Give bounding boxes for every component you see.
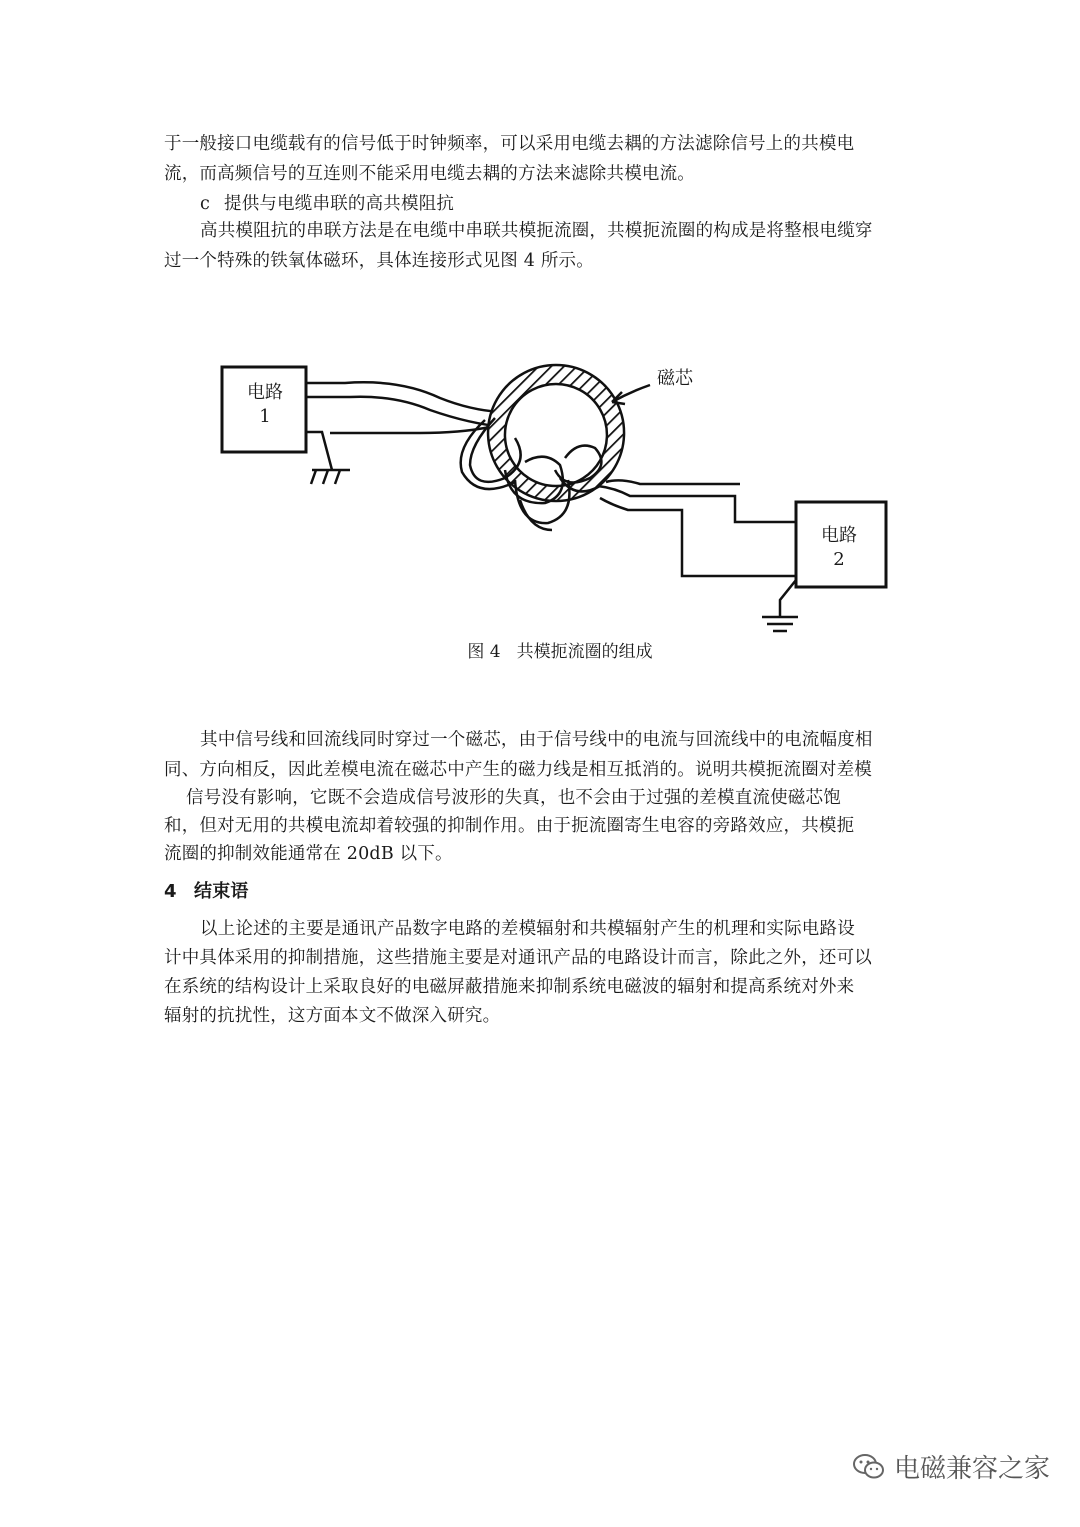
paragraph-line: 流圈的抑制效能通常在 20dB 以下。 [164,844,453,864]
paragraph-line: 在系统的结构设计上采取良好的电磁屏蔽措施来抑制系统电磁波的辐射和提高系统对外来 [164,977,855,997]
paragraph-line: 信号没有影响，它既不会造成信号波形的失真，也不会由于过强的差模直流使磁芯饱 [186,788,841,808]
figure-number: 图 4 [467,642,501,662]
paragraph-line: 高共模阻抗的串联方法是在电缆中串联共模扼流圈，共模扼流圈的构成是将整根电缆穿 [200,221,873,241]
watermark [852,1448,1050,1485]
core-label-arrow [612,385,650,402]
figure-title: 共模扼流圈的组成 [516,642,653,662]
choke-windings [461,418,602,530]
subsection-label: c [200,194,211,214]
paragraph-line: 过一个特殊的铁氧体磁环，具体连接形式见图 4 所示。 [164,251,594,271]
paragraph-line: 计中具体采用的抑制措施，这些措施主要是对通讯产品的电路设计而言，除此之外，还可以 [164,948,872,968]
paragraph-line: 辐射的抗扰性，这方面本文不做深入研究。 [164,1006,501,1026]
section-heading [164,881,249,903]
watermark-text: 电磁兼容之家 [893,1454,1050,1484]
paragraph-line: 和，但对无用的共模电流却着较强的抑制作用。由于扼流圈寄生电容的旁路效应，共模扼 [164,816,855,836]
wechat-icon [852,1452,886,1482]
paragraph-line: 流，而高频信号的互连则不能采用电缆去耦的方法来滤除共模电流。 [164,164,695,184]
cable-1 [306,382,505,433]
subsection-title: 提供与电缆串联的高共模阻抗 [224,194,455,214]
figure-caption [0,637,1080,662]
section-title: 结束语 [194,881,249,902]
section-number: 4 [164,881,177,902]
ground-1-symbol [306,432,350,484]
ground-2-symbol [762,580,798,631]
circuit-2-label: 电路 2 [821,525,857,570]
paragraph-line: 于一般接口电缆载有的信号低于时钟频率，可以采用电缆去耦的方法滤除信号上的共模电 [164,134,855,154]
common-mode-choke-diagram [0,0,1080,700]
cable-2 [598,480,796,576]
circuit-1-label: 电路 1 [247,382,283,427]
paragraph-line: 其中信号线和回流线同时穿过一个磁芯，由于信号线中的电流与回流线中的电流幅度相 [200,730,873,750]
core-label: 磁芯 [657,368,693,389]
paragraph-line: 同、方向相反，因此差模电流在磁芯中产生的磁力线是相互抵消的。说明共模扼流圈对差模 [164,760,872,780]
paragraph-line: 以上论述的主要是通讯产品数字电路的差模辐射和共模辐射产生的机理和实际电路设 [200,919,855,939]
